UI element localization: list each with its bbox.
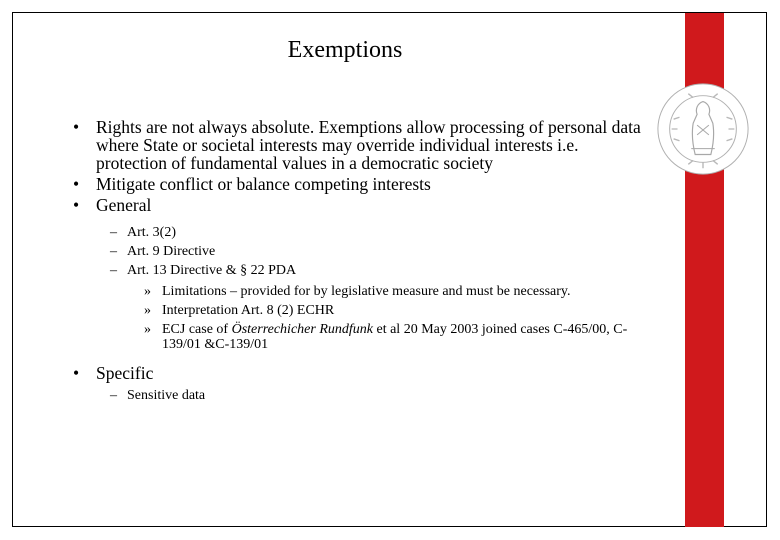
dash-marker: – bbox=[110, 388, 117, 403]
item-text: Rights are not always absolute. Exemptions allow processing of personal data where State or societal interests may override individual interests i.e. protection of fundamental values in a democratic society bbox=[96, 117, 641, 173]
list-item bbox=[70, 175, 650, 193]
sub-sub-item-text: Interpretation Art. 8 (2) ECHR bbox=[162, 303, 335, 318]
sub-sub-item bbox=[70, 322, 650, 352]
sub-item-text: Art. 3(2) bbox=[127, 225, 176, 240]
guillemet-marker: » bbox=[144, 322, 151, 337]
guillemet-marker: » bbox=[144, 284, 151, 299]
bullet-marker: • bbox=[73, 363, 80, 383]
specific-list bbox=[70, 364, 650, 382]
dash-marker: – bbox=[110, 244, 117, 259]
ecj-prefix: ECJ case of bbox=[162, 322, 232, 337]
specific-sublist bbox=[70, 386, 650, 405]
university-seal-icon bbox=[654, 80, 752, 178]
bullet-marker: • bbox=[73, 174, 80, 194]
sub-item-text: Art. 13 Directive & § 22 PDA bbox=[127, 263, 297, 278]
general-sublist bbox=[70, 223, 650, 352]
main-bullet-list bbox=[70, 118, 650, 214]
dash-marker: – bbox=[110, 263, 117, 278]
sub-sub-item bbox=[70, 284, 650, 299]
list-item bbox=[70, 364, 650, 382]
ecj-suffix: et al 20 May 2003 joined cases C-465/00, C-139/01 &C-139/01 bbox=[162, 322, 628, 352]
list-item bbox=[70, 118, 650, 172]
ecj-case-name: Österrechicher Rundfunk bbox=[231, 322, 373, 337]
sub-sub-item bbox=[70, 303, 650, 318]
bullet-marker: • bbox=[73, 117, 80, 137]
item-text: Mitigate conflict or balance competing interests bbox=[96, 174, 431, 194]
guillemet-marker: » bbox=[144, 303, 151, 318]
art13-sublist bbox=[70, 284, 650, 352]
sub-item bbox=[70, 223, 650, 242]
sub-item bbox=[70, 386, 650, 405]
sub-item-text: Sensitive data bbox=[127, 388, 206, 403]
dash-marker: – bbox=[110, 225, 117, 240]
item-text: Specific bbox=[96, 363, 154, 383]
slide-title: Exemptions bbox=[287, 37, 403, 63]
bullet-marker: • bbox=[73, 195, 80, 215]
list-item bbox=[70, 196, 650, 214]
slide-content bbox=[70, 118, 650, 417]
sub-item bbox=[70, 242, 650, 261]
sub-item-text: Art. 9 Directive bbox=[127, 244, 216, 259]
sub-sub-item-text: Limitations – provided for by legislative measure and must be necessary. bbox=[162, 284, 571, 299]
item-text: General bbox=[96, 195, 152, 215]
sub-item bbox=[70, 261, 650, 280]
